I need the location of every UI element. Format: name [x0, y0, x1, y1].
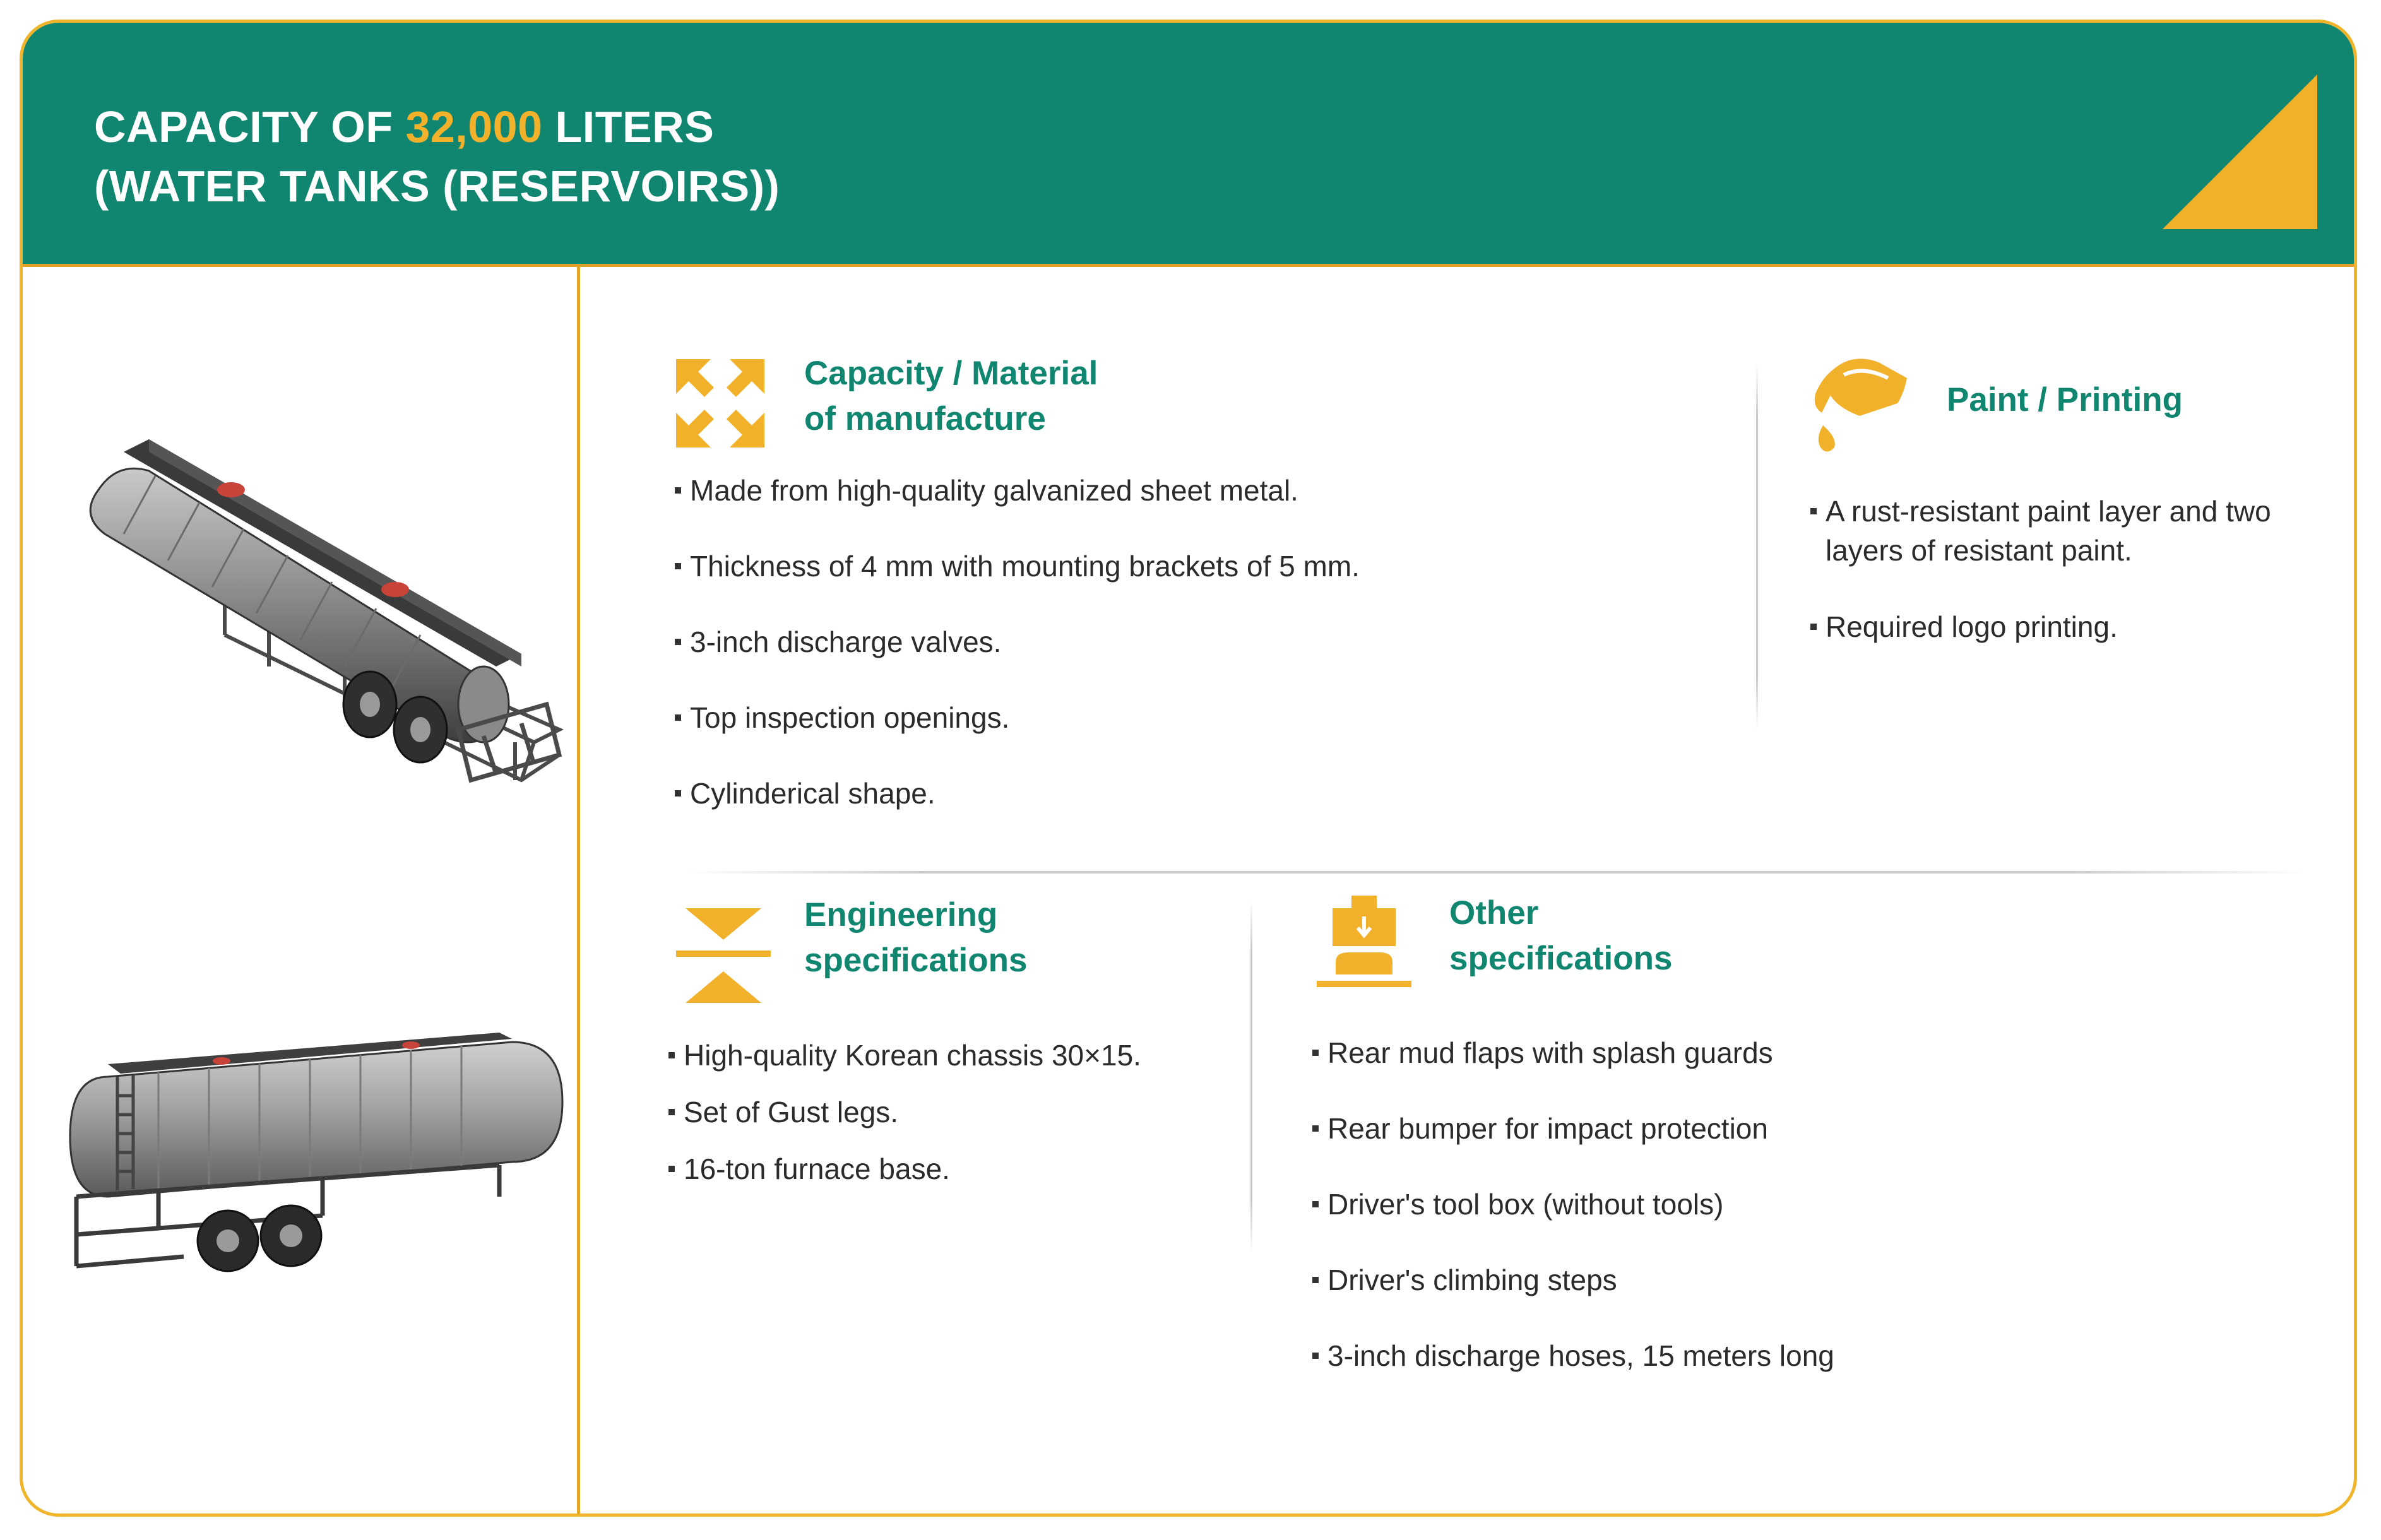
list-item: 3-inch discharge hoses, 15 meters long: [1312, 1337, 1834, 1374]
header-banner: [23, 23, 2354, 267]
section-title-other: Other specifications: [1449, 894, 1673, 977]
list-item: 3-inch discharge valves.: [675, 624, 1001, 660]
expand-arrows-icon: [673, 356, 768, 451]
section-divider-vertical: [1250, 900, 1252, 1253]
list-item: Set of Gust legs.: [668, 1094, 898, 1130]
press-icon: [1314, 892, 1415, 1006]
list-item: 16-ton furnace base.: [668, 1151, 950, 1187]
section-title-paint: Paint / Printing: [1947, 381, 2183, 418]
list-item: Made from high-quality galvanized sheet metal.: [675, 472, 1298, 509]
corner-triangle-icon: [2163, 74, 2317, 229]
list-item: Rear bumper for impact protection: [1312, 1110, 1768, 1147]
tanker-trailer-image-top: [80, 401, 585, 793]
list-item: Rear mud flaps with splash guards: [1312, 1034, 1773, 1071]
section-title-capacity: Capacity / Material of manufacture: [804, 355, 1098, 437]
paint-bucket-icon: [1809, 356, 1910, 470]
list-item: Required logo printing.: [1810, 608, 2118, 645]
section-title-engineering: Engineering specifications: [804, 896, 1028, 979]
list-item: Top inspection openings.: [675, 699, 1009, 736]
list-item: A rust-resistant paint layer and two: [1810, 493, 2271, 530]
page-subtitle: (WATER TANKS (RESERVOIRS)): [94, 162, 780, 211]
list-item: Driver's climbing steps: [1312, 1262, 1617, 1298]
page-title: CAPACITY OF 32,000 LITERS (WATER TANKS (RESERVOIRS)): [94, 102, 780, 211]
section-divider-vertical: [1756, 364, 1758, 730]
list-item: High-quality Korean chassis 30×15.: [668, 1037, 1141, 1074]
tanker-trailer-image-bottom: [57, 1007, 575, 1298]
list-item: Cylinderical shape.: [675, 775, 935, 812]
list-item: layers of resistant paint.: [1826, 534, 2132, 567]
list-item: Driver's tool box (without tools): [1312, 1186, 1723, 1223]
capacity-highlight: 32,000: [405, 102, 543, 151]
section-divider-horizontal: [689, 871, 2305, 874]
compress-icon: [673, 905, 774, 1006]
spec-card: [20, 20, 2357, 1517]
list-item: Thickness of 4 mm with mounting brackets of 5 mm.: [675, 548, 1360, 584]
